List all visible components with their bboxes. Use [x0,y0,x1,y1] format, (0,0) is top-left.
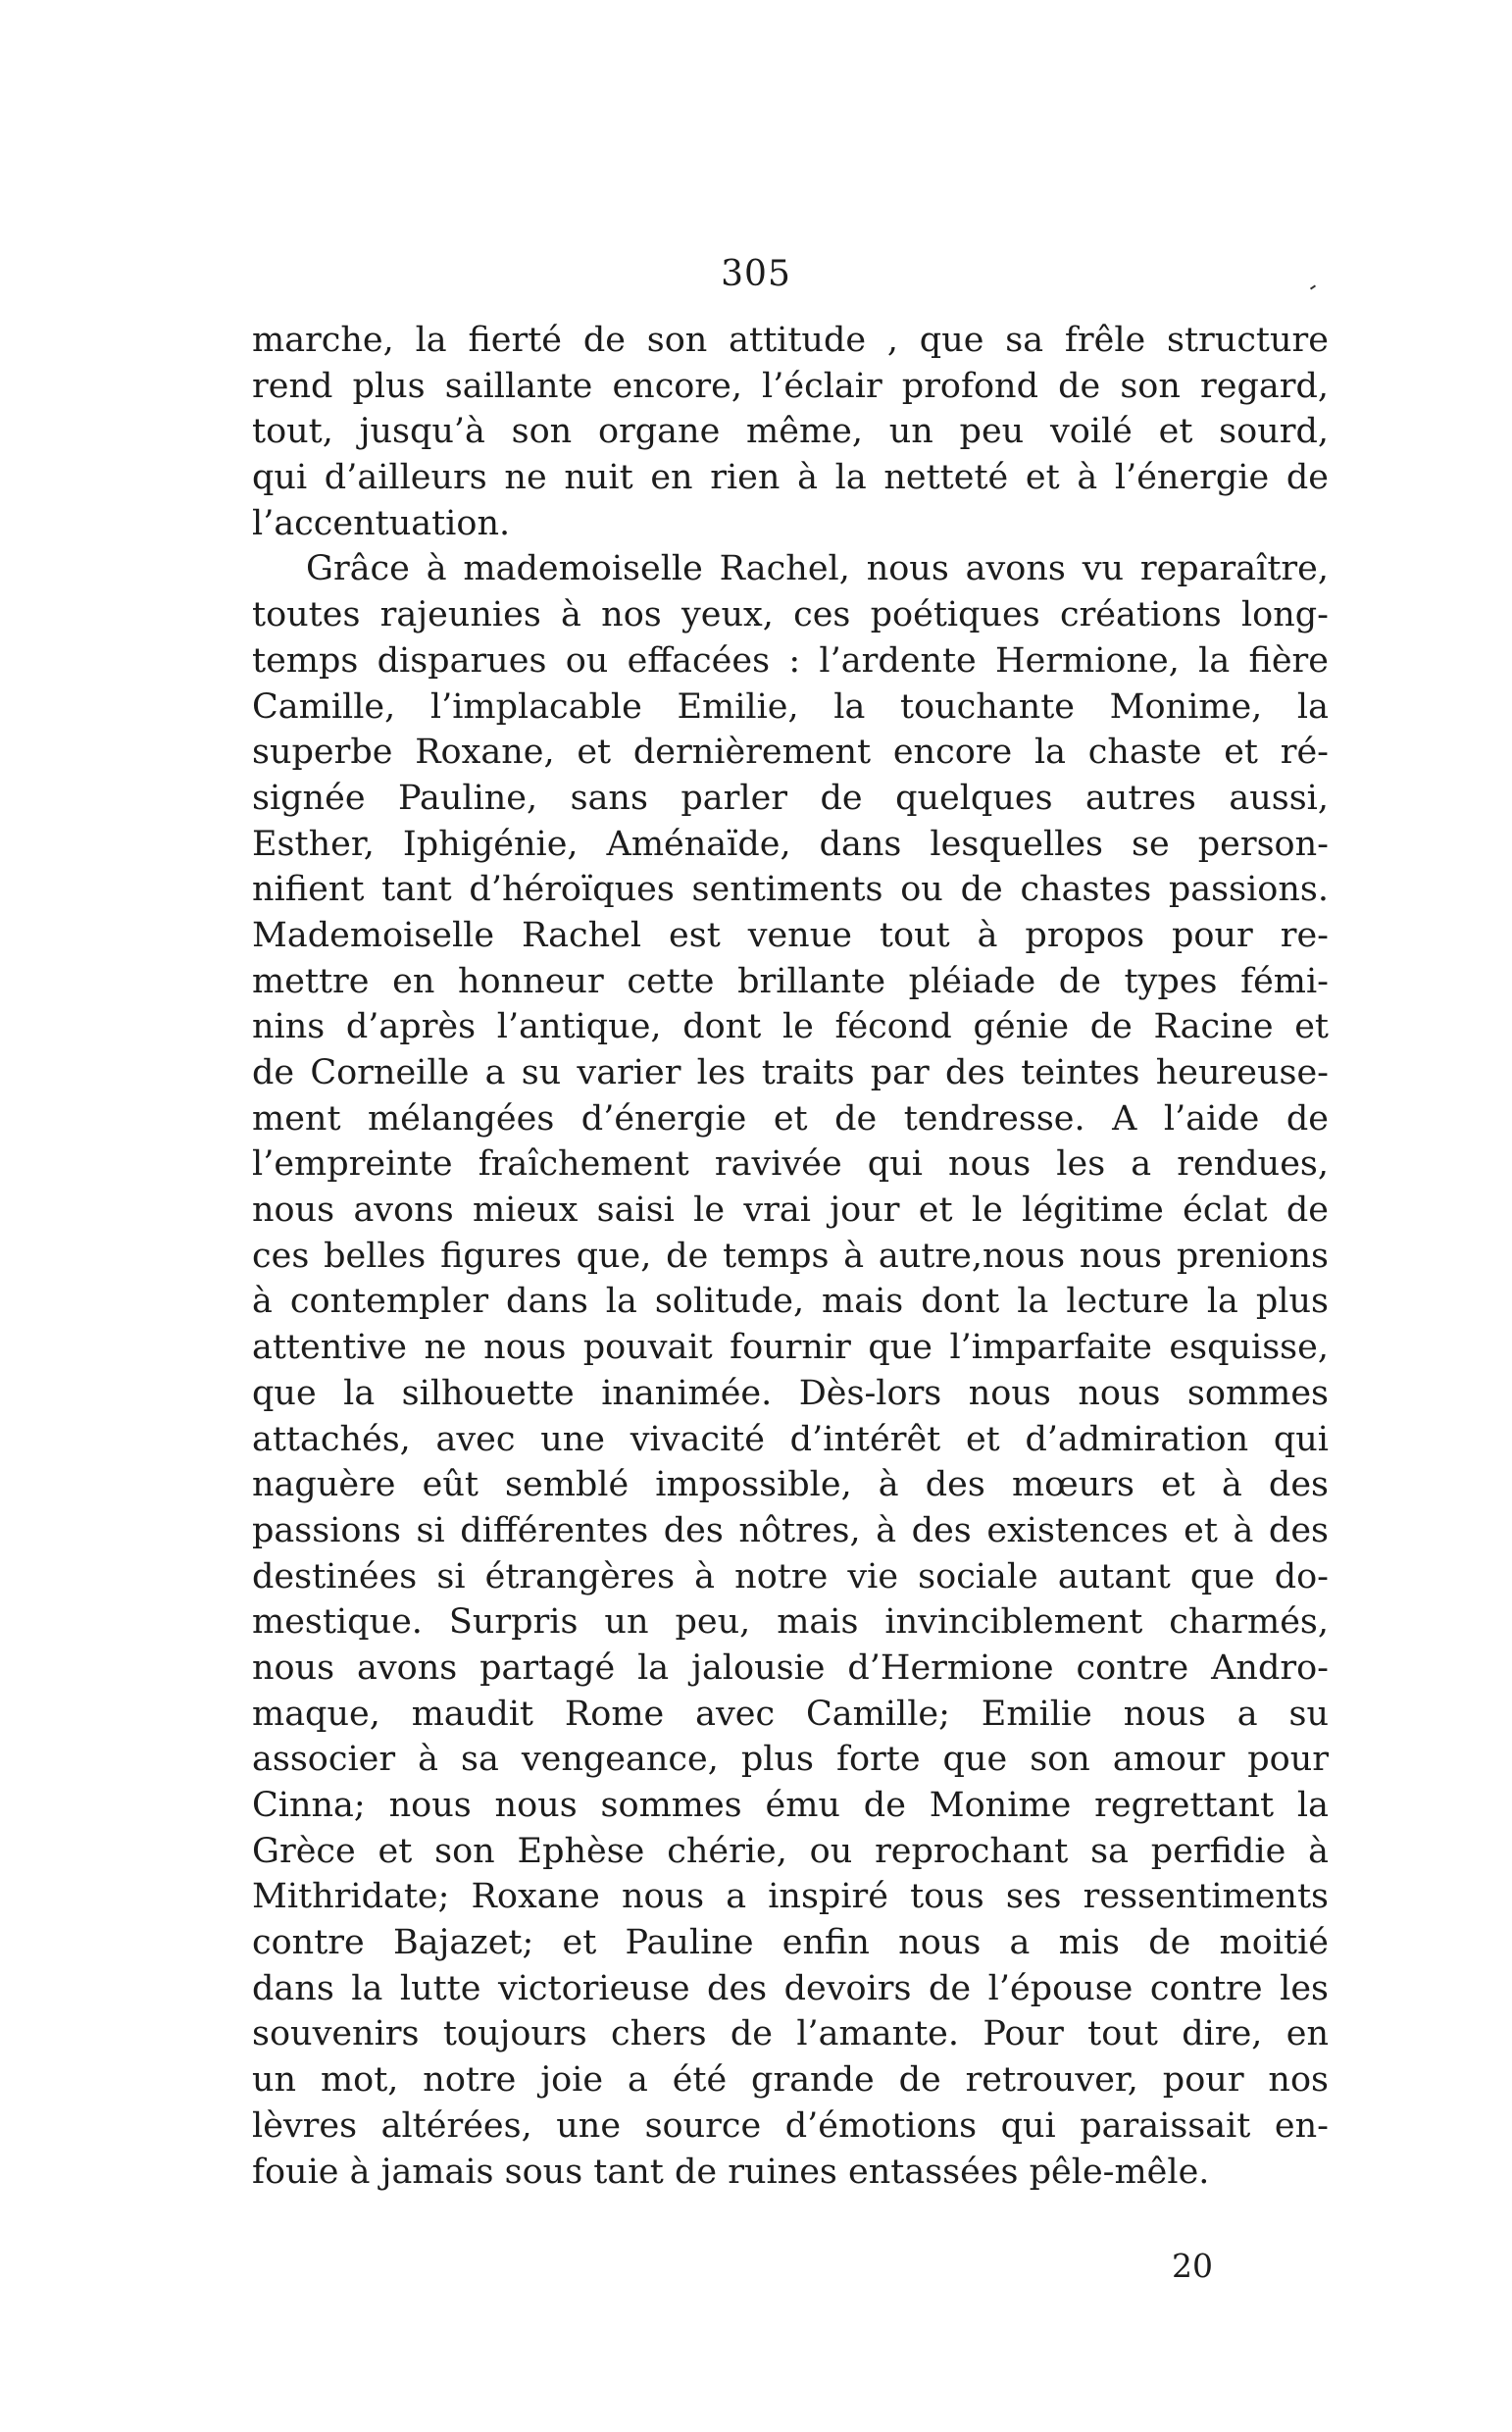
text-line: que la silhouette inanimée. Dès-lors nous nous sommes [252,1373,1329,1413]
text-line: maque, maudit Rome avec Camille; Emilie nous a su [252,1694,1329,1734]
signature-mark: 20 [1172,2247,1213,2285]
text-line: signée Pauline, sans parler de quelques autres aussi, [252,778,1329,818]
text-line: l’empreinte fraîchement ravivée qui nous les a rendues, [252,1144,1329,1185]
text-line: Esther, Iphigénie, Aménaïde, dans lesquelles se person- [252,824,1329,864]
text-line: Camille, l’implacable Emilie, la touchante Monime, la [252,686,1329,727]
text-line: destinées si étrangères à notre vie sociale autant que do- [252,1556,1329,1596]
text-line: associer à sa vengeance, plus forte que son amour pour [252,1740,1329,1780]
text-line: Mademoiselle Rachel est venue tout à propos pour re- [252,915,1329,955]
text-line: Grèce et son Ephèse chérie, ou reprochant sa perfidie à [252,1831,1329,1871]
text-line: à contempler dans la solitude, mais dont la lecture la plus [252,1282,1329,1322]
text-line: nous avons partagé la jalousie d’Hermione contre Andro- [252,1647,1329,1688]
body-text [252,318,1329,2195]
text-line: dans la lutte victorieuse des devoirs de l’épouse contre les [252,1968,1329,2008]
text-line: nins d’après l’antique, dont le fécond génie de Racine et [252,1007,1329,1047]
text-line: ment mélangées d’énergie et de tendresse. A l’aide de [252,1098,1329,1139]
text-line: qui d’ailleurs ne nuit en rien à la netteté et à l’énergie de [252,458,1329,498]
text-line: toutes rajeunies à nos yeux, ces poétiques créations long- [252,595,1329,635]
text-line: mettre en honneur cette brillante pléiade de types fémi- [252,961,1329,1001]
text-line: attentive ne nous pouvait fournir que l’imparfaite esquisse, [252,1328,1329,1368]
text-line: souvenirs toujours chers de l’amante. Pour tout dire, en [252,2014,1329,2054]
text-line: Cinna; nous nous sommes ému de Monime regrettant la [252,1786,1329,1825]
text-line: contre Bajazet; et Pauline enfin nous a mis de moitié [252,1923,1329,1963]
text-line: fouie à jamais sous tant de ruines entassées pêle-mêle. [252,2152,1210,2192]
text-line: un mot, notre joie a été grande de retrouver, pour nos [252,2060,1329,2101]
text-line: Mithridate; Roxane nous a inspiré tous ses ressentiments [252,1877,1329,1917]
text-line: attachés, avec une vivacité d’intérêt et d’admiration qui [252,1419,1329,1459]
text-line: rend plus saillante encore, l’éclair profond de son regard, [252,366,1329,406]
text-line: nifient tant d’héroïques sentiments ou de chastes passions. [252,870,1329,910]
text-line: l’accentuation. [252,503,511,543]
text-line: marche, la fierté de son attitude , que sa frêle structure [252,321,1329,360]
text-line: superbe Roxane, et dernièrement encore la chaste et ré- [252,733,1329,773]
text-line: naguère eût semblé impossible, à des mœurs et à des [252,1465,1329,1505]
text-line: mestique. Surpris un peu, mais invinciblement charmés, [252,1602,1329,1643]
text-line: passions si différentes des nôtres, à des existences et à des [252,1510,1329,1550]
text-line: de Corneille a su varier les traits par des teintes heureuse- [252,1053,1329,1092]
page-number: 305 [721,254,791,294]
text-line: nous avons mieux saisi le vrai jour et le légitime éclat de [252,1191,1329,1231]
text-line: tout, jusqu’à son organe même, un peu voilé et sourd, [252,412,1329,452]
text-line: Grâce à mademoiselle Rachel, nous avons vu reparaître, [306,549,1329,589]
text-line: ces belles figures que, de temps à autre,nous nous prenions [252,1236,1329,1276]
text-line: temps disparues ou effacées : l’ardente Hermione, la fière [252,640,1329,681]
text-line: lèvres altérées, une source d’émotions qui paraissait en- [252,2105,1329,2146]
